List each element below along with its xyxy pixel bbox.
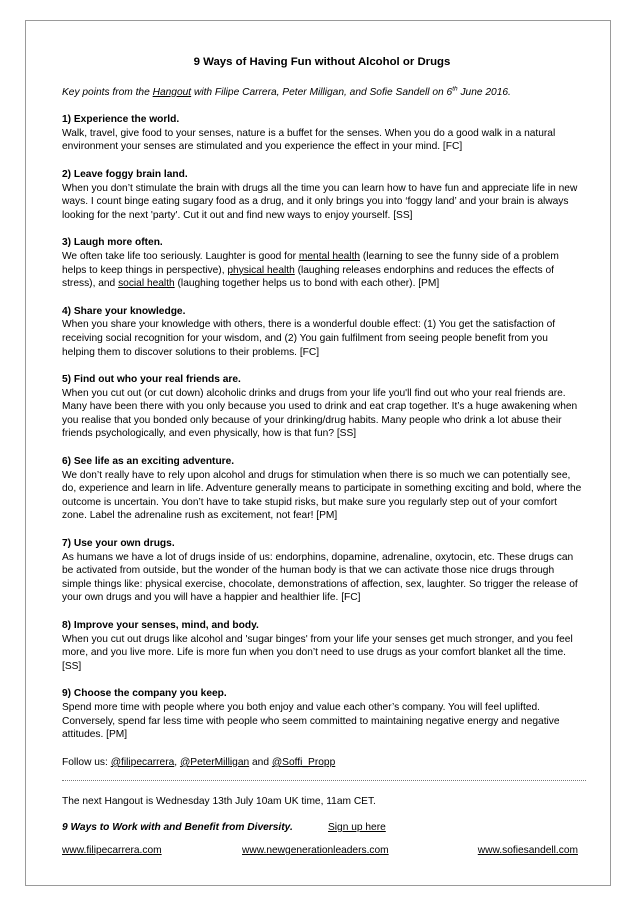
section-2 (62, 168, 582, 222)
next-hangout-text: The next Hangout is Wednesday 13th July 10am UK time, 11am CET. (62, 796, 376, 807)
section-7 (62, 537, 582, 605)
intro-superscript: th (452, 85, 458, 93)
section-heading: 4) Share your knowledge. (62, 305, 186, 317)
intro-text-2: with Filipe Carrera, Peter Milligan, and Sofie Sandell on 6 (191, 86, 453, 98)
dotted-divider (62, 780, 586, 781)
section-heading: 2) Leave foggy brain land. (62, 168, 188, 180)
section-heading: 8) Improve your senses, mind, and body. (62, 620, 259, 631)
section-body: When you don’t stimulate the brain with drugs all the time you can learn how to have fun and appreciate life in new ways. I count binge eating sugary food as a drug, and it only brings you into ‘foggy land’ and your brain is always looking for the next 'party'. Cut it out and find new ways to enjoy yourself. [SS] (62, 182, 578, 221)
petermilligan-handle-link[interactable]: @PeterMilligan (179, 756, 250, 768)
section-1 (62, 113, 582, 154)
section-body: When you cut out drugs like alcohol and 'sugar binges' from your life your senses get much stronger, and you feel more, and you live more. Life is more fun when you don’t need to use drugs as your comfort blanket all the time. [SS] (62, 633, 573, 672)
section-heading: 5) Find out who your real friends are. (62, 374, 241, 386)
physical-health-link[interactable]: physical health (227, 264, 295, 276)
hangout-link[interactable]: Hangout (152, 86, 192, 98)
follow-prefix: Follow us: (62, 756, 111, 768)
intro-paragraph (62, 86, 582, 100)
document-title: 9 Ways of Having Fun without Alcohol or Drugs (193, 56, 451, 68)
intro-text-3: June 2016. (457, 86, 511, 98)
section-heading: 9) Choose the company you keep. (62, 688, 227, 700)
series-name: 9 Ways to Work with and Benefit from Diversity. (62, 822, 293, 833)
section-heading: 1) Experience the world. (62, 114, 180, 126)
sign-up-link[interactable]: Sign up here (328, 822, 386, 833)
section-body-text: (laughing releases endorphins and reduces the effects of stress), and (62, 264, 554, 290)
section-9 (62, 687, 582, 741)
social-health-link[interactable]: social health (118, 278, 175, 290)
series-line (62, 822, 582, 833)
section-body: When you cut out (or cut down) alcoholic drinks and drugs from your life you'll find out who your real friends are. Many have been there with you only because you used to drink and eat crap together. It’s a huge awakening when you realise that you bonded only because of your drinking/drug habits. Many people who drink a lot abuse their friends psychologically, and even physically, how is that fun? [SS] (62, 387, 578, 440)
section-heading: 6) See life as an exciting adventure. (62, 456, 235, 468)
section-heading: 3) Laugh more often. (62, 237, 163, 249)
section-heading: 7) Use your own drugs. (62, 538, 175, 550)
section-3 (62, 236, 582, 290)
section-body-text: (laughing together helps us to bond with each other). [PM] (174, 278, 440, 290)
soffi-propp-handle-link[interactable]: @Soffi_Propp (271, 756, 336, 768)
filipecarrera-website-link[interactable]: www.filipecarrera.com (62, 845, 162, 856)
section-body: Walk, travel, give food to your senses, nature is a buffet for the senses. When you do a good walk in a natural environment your senses are stimulated and you experience the effect in your mind. [FC] (62, 127, 556, 153)
section-body: Spend more time with people where you both enjoy and value each other’s company. You will feel uplifted. Conversely, spend far less time with people who seem committed to maintaining negative energy and negative attitudes. [PM] (62, 701, 560, 741)
sofiesandell-website-link[interactable]: www.sofiesandell.com (477, 845, 578, 856)
follow-us-line (62, 756, 582, 770)
follow-separator: , (174, 756, 180, 768)
section-5 (62, 373, 582, 441)
intro-text: Key points from the (62, 86, 153, 98)
section-body: We don’t really have to rely upon alcohol and drugs for stimulation when there is so much we can potentially see, do, experience and learn in life. Adventure generally means to participate in something exciting and bold, where the outcome is uncertain. You don’t have to take stupid risks, but make sure you regularly step out of your comfort zone. Label the adrenaline rush as excitement, not fear! [PM] (62, 469, 582, 522)
section-body: When you share your knowledge with others, there is a wonderful double effect: (1) You get the satisfaction of receiving social recognition for your wisdom, and (2) You gain fulfilment from seeing people benefit from you helping them to discover solutions to their problems. [FC] (62, 319, 556, 358)
mental-health-link[interactable]: mental health (298, 250, 361, 262)
document-body (62, 56, 582, 769)
section-body (62, 250, 582, 291)
section-body-text: (learning to see the funny side of a problem helps to keep things in perspective), (62, 250, 559, 276)
section-6 (62, 455, 582, 523)
section-8 (62, 619, 582, 673)
section-4 (62, 305, 582, 359)
newgenerationleaders-website-link[interactable]: www.newgenerationleaders.com (242, 845, 389, 856)
section-body-text: We often take life too seriously. Laughter is good for (62, 250, 299, 262)
filipecarrera-handle-link[interactable]: @filipecarrera (110, 756, 175, 768)
follow-separator: and (249, 756, 272, 768)
section-body: As humans we have a lot of drugs inside of us: endorphins, dopamine, adrenaline, oxytocin, etc. These drugs can be activated from outside, but the wonder of the human body is that we can activate those nice drugs through simple things like: physical exercise, chocolate, demonstrations of affection, sex, laughter. So trigger the release of your own drugs and you will have a happier and healthier life. [FC] (62, 551, 578, 604)
